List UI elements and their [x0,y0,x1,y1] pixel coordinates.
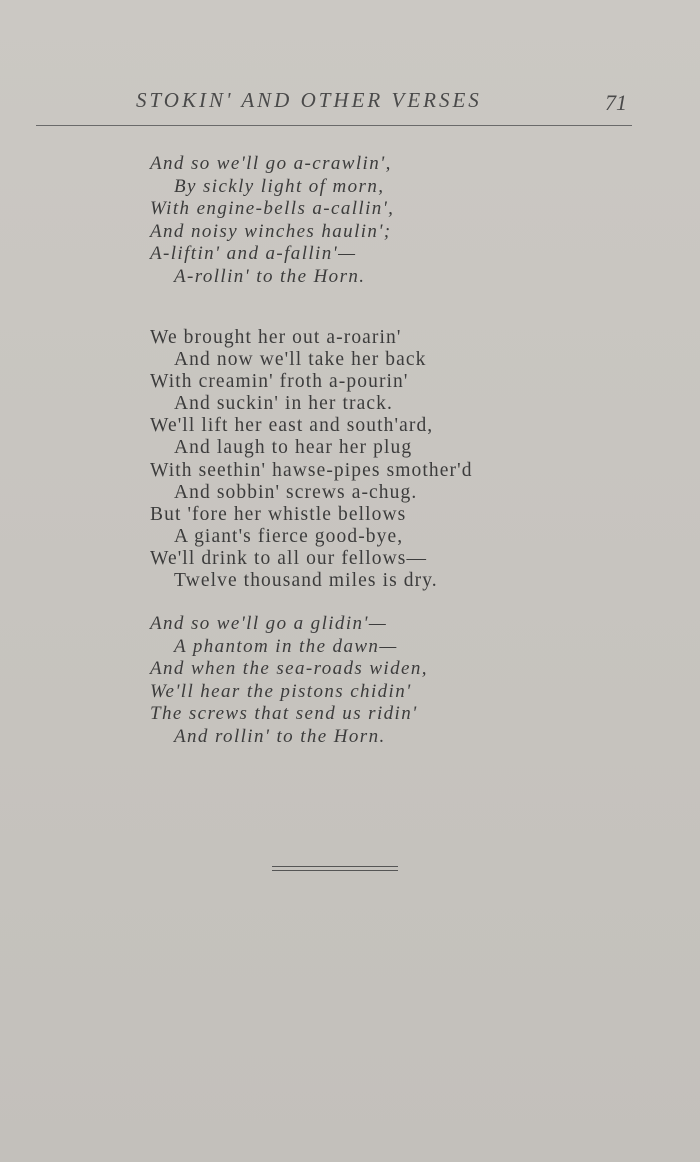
poem-line: And sobbin' screws a-chug. [174,481,418,503]
ornament-rule-upper [272,866,398,867]
poem-line: And suckin' in her track. [174,393,393,415]
poem-line: And so we'll go a glidin'— [150,613,388,634]
poem-line: And laugh to hear her plug [174,437,413,459]
poem-line: With seethin' hawse-pipes smother'd [150,459,473,481]
stanza-1 [150,153,394,288]
running-head-title: STOKIN' AND OTHER VERSES [136,88,482,112]
poem-line: But 'fore her whistle bellows [150,503,407,525]
poem-line: We'll drink to all our fellows— [150,547,428,569]
poem-line: And when the sea-roads widen, [150,658,428,679]
poem-line: And now we'll take her back [174,349,427,371]
poem-line: We'll hear the pistons chidin' [150,680,412,702]
poem-line: A-rollin' to the Horn. [174,265,366,287]
poem-line: We'll lift her east and south'ard, [150,415,434,437]
poem-line: And rollin' to the Horn. [174,725,386,747]
poem-line: A phantom in the dawn— [174,635,398,657]
poem-line: And so we'll go a-crawlin', [150,153,392,174]
poem-line: By sickly light of morn, [174,175,385,197]
poem-line: With engine-bells a-callin', [150,198,395,219]
poem-line: And noisy winches haulin'; [150,220,392,242]
poem-line: A giant's fierce good-bye, [174,525,404,547]
header-rule [36,125,632,126]
poem-line: The screws that send us ridin' [150,703,418,724]
poem-line: A-liftin' and a-fallin'— [150,243,357,264]
poem-line: We brought her out a-roarin' [150,327,402,348]
page-number: 71 [605,90,627,115]
stanza-3 [150,613,428,748]
poem-line: Twelve thousand miles is dry. [174,570,438,592]
end-ornament-rule [272,866,398,871]
stanza-2 [150,327,473,592]
ornament-rule-lower [272,870,398,871]
poem-line: With creamin' froth a-pourin' [150,371,409,393]
